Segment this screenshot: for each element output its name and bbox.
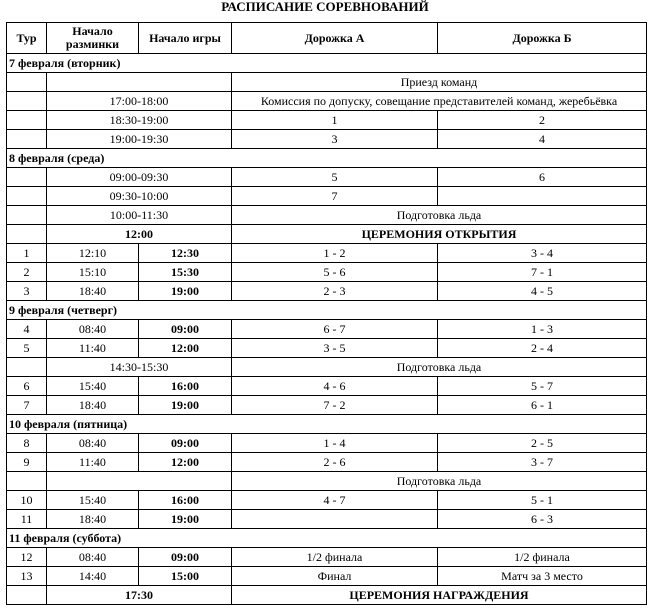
game-row bbox=[7, 244, 647, 263]
warmup-time: 15:10 bbox=[47, 263, 139, 282]
game-start-time: 15:00 bbox=[139, 567, 232, 586]
tour-cell bbox=[7, 187, 47, 206]
lane-b-cell: 6 - 3 bbox=[438, 510, 647, 529]
tour-cell bbox=[7, 206, 47, 225]
time-cell bbox=[47, 472, 232, 491]
time-cell: 09:30-10:00 bbox=[47, 187, 232, 206]
game-start-time: 16:00 bbox=[139, 377, 232, 396]
event-row bbox=[7, 358, 647, 377]
tour-number: 13 bbox=[7, 567, 47, 586]
tour-cell bbox=[7, 92, 47, 111]
game-start-time: 09:00 bbox=[139, 434, 232, 453]
ceremony-time: 17:30 bbox=[47, 586, 232, 605]
header-lane-a: Дорожка А bbox=[232, 23, 438, 54]
event-text: Комиссия по допуску, совещание представителей команд, жеребьёвка bbox=[232, 92, 647, 111]
date-label: 11 февраля (суббота) bbox=[7, 529, 647, 548]
game-start-time: 12:00 bbox=[139, 339, 232, 358]
tour-number: 12 bbox=[7, 548, 47, 567]
date-row bbox=[7, 415, 647, 434]
time-cell: 17:00-18:00 bbox=[47, 92, 232, 111]
lane-b-cell: 5 - 1 bbox=[438, 491, 647, 510]
date-label: 9 февраля (четверг) bbox=[7, 301, 647, 320]
lane-a-cell: 3 - 5 bbox=[232, 339, 438, 358]
lane-b-cell: 1/2 финала bbox=[438, 548, 647, 567]
header-start: Начало игры bbox=[139, 23, 232, 54]
game-row bbox=[7, 339, 647, 358]
event-text: Подготовка льда bbox=[232, 206, 647, 225]
header-warmup: Начало разминки bbox=[47, 23, 139, 54]
page-title: РАСПИСАНИЕ СОРЕВНОВАНИЙ bbox=[221, 0, 429, 14]
schedule-body bbox=[7, 54, 647, 605]
lane-a-cell: 7 bbox=[232, 187, 438, 206]
lane-a-cell: 6 - 7 bbox=[232, 320, 438, 339]
time-cell bbox=[47, 73, 232, 92]
game-start-time: 16:00 bbox=[139, 491, 232, 510]
tour-number: 10 bbox=[7, 491, 47, 510]
warmup-time: 08:40 bbox=[47, 434, 139, 453]
tour-cell bbox=[7, 225, 47, 244]
lane-b-cell: 1 - 3 bbox=[438, 320, 647, 339]
warmup-time: 11:40 bbox=[47, 453, 139, 472]
date-label: 7 февраля (вторник) bbox=[7, 54, 647, 73]
ceremony-row bbox=[7, 225, 647, 244]
tour-cell bbox=[7, 472, 47, 491]
tour-cell bbox=[7, 111, 47, 130]
header-tour: Тур bbox=[7, 23, 47, 54]
tour-number: 9 bbox=[7, 453, 47, 472]
game-row bbox=[7, 320, 647, 339]
lane-b-cell bbox=[438, 187, 647, 206]
lane-a-cell: 1 - 2 bbox=[232, 244, 438, 263]
tour-number: 7 bbox=[7, 396, 47, 415]
tour-number: 5 bbox=[7, 339, 47, 358]
game-row bbox=[7, 453, 647, 472]
event-text: Приезд команд bbox=[232, 73, 647, 92]
game-start-time: 12:00 bbox=[139, 453, 232, 472]
ceremony-text: ЦЕРЕМОНИЯ НАГРАЖДЕНИЯ bbox=[232, 586, 647, 605]
ceremony-text: ЦЕРЕМОНИЯ ОТКРЫТИЯ bbox=[232, 225, 647, 244]
lane-b-cell: 3 - 4 bbox=[438, 244, 647, 263]
lane-a-cell: 1/2 финала bbox=[232, 548, 438, 567]
tour-number: 2 bbox=[7, 263, 47, 282]
date-row bbox=[7, 54, 647, 73]
date-row bbox=[7, 529, 647, 548]
schedule-table bbox=[6, 22, 647, 605]
lane-b-cell: 4 bbox=[438, 130, 647, 149]
time-cell: 14:30-15:30 bbox=[47, 358, 232, 377]
tour-number: 3 bbox=[7, 282, 47, 301]
game-row bbox=[7, 396, 647, 415]
lane-b-cell: 5 - 7 bbox=[438, 377, 647, 396]
game-start-time: 15:30 bbox=[139, 263, 232, 282]
warmup-time: 14:40 bbox=[47, 567, 139, 586]
header-row bbox=[7, 23, 647, 54]
game-row bbox=[7, 510, 647, 529]
lane-a-cell: Финал bbox=[232, 567, 438, 586]
header-lane-b: Дорожка Б bbox=[438, 23, 647, 54]
warmup-time: 18:40 bbox=[47, 510, 139, 529]
tour-number: 6 bbox=[7, 377, 47, 396]
lane-b-cell: 2 - 4 bbox=[438, 339, 647, 358]
lane-a-cell: 5 bbox=[232, 168, 438, 187]
lane-a-cell: 7 - 2 bbox=[232, 396, 438, 415]
warmup-time: 15:40 bbox=[47, 491, 139, 510]
game-row bbox=[7, 491, 647, 510]
tour-cell bbox=[7, 73, 47, 92]
lane-a-cell: 4 - 7 bbox=[232, 491, 438, 510]
practice-row bbox=[7, 187, 647, 206]
tour-number: 8 bbox=[7, 434, 47, 453]
warmup-time: 18:40 bbox=[47, 396, 139, 415]
date-row bbox=[7, 301, 647, 320]
lane-a-cell: 1 - 4 bbox=[232, 434, 438, 453]
game-start-time: 12:30 bbox=[139, 244, 232, 263]
tour-cell bbox=[7, 586, 47, 605]
game-row bbox=[7, 567, 647, 586]
game-start-time: 19:00 bbox=[139, 396, 232, 415]
warmup-time: 11:40 bbox=[47, 339, 139, 358]
game-row bbox=[7, 548, 647, 567]
game-row bbox=[7, 282, 647, 301]
lane-a-cell: 5 - 6 bbox=[232, 263, 438, 282]
warmup-time: 12:10 bbox=[47, 244, 139, 263]
game-start-time: 19:00 bbox=[139, 510, 232, 529]
game-start-time: 09:00 bbox=[139, 320, 232, 339]
lane-a-cell bbox=[232, 510, 438, 529]
warmup-time: 08:40 bbox=[47, 320, 139, 339]
event-row bbox=[7, 73, 647, 92]
lane-a-cell: 3 bbox=[232, 130, 438, 149]
lane-a-cell: 1 bbox=[232, 111, 438, 130]
tour-number: 11 bbox=[7, 510, 47, 529]
lane-b-cell: 6 bbox=[438, 168, 647, 187]
date-row bbox=[7, 149, 647, 168]
tour-number: 4 bbox=[7, 320, 47, 339]
game-start-time: 19:00 bbox=[139, 282, 232, 301]
tour-cell bbox=[7, 130, 47, 149]
time-cell: 18:30-19:00 bbox=[47, 111, 232, 130]
warmup-time: 18:40 bbox=[47, 282, 139, 301]
tour-number: 1 bbox=[7, 244, 47, 263]
practice-row bbox=[7, 111, 647, 130]
tour-cell bbox=[7, 168, 47, 187]
lane-b-cell: 2 bbox=[438, 111, 647, 130]
lane-b-cell: 4 - 5 bbox=[438, 282, 647, 301]
lane-b-cell: 2 - 5 bbox=[438, 434, 647, 453]
date-label: 8 февраля (среда) bbox=[7, 149, 647, 168]
event-text: Подготовка льда bbox=[232, 358, 647, 377]
date-label: 10 февраля (пятница) bbox=[7, 415, 647, 434]
tour-cell bbox=[7, 358, 47, 377]
game-row bbox=[7, 434, 647, 453]
lane-b-cell: Матч за 3 место bbox=[438, 567, 647, 586]
event-row bbox=[7, 206, 647, 225]
event-row bbox=[7, 92, 647, 111]
practice-row bbox=[7, 168, 647, 187]
ceremony-row bbox=[7, 586, 647, 605]
lane-a-cell: 2 - 6 bbox=[232, 453, 438, 472]
ceremony-time: 12:00 bbox=[47, 225, 232, 244]
practice-row bbox=[7, 130, 647, 149]
event-text: Подготовка льда bbox=[232, 472, 647, 491]
time-cell: 09:00-09:30 bbox=[47, 168, 232, 187]
time-cell: 19:00-19:30 bbox=[47, 130, 232, 149]
lane-a-cell: 4 - 6 bbox=[232, 377, 438, 396]
event-row bbox=[7, 472, 647, 491]
game-row bbox=[7, 377, 647, 396]
time-cell: 10:00-11:30 bbox=[47, 206, 232, 225]
lane-b-cell: 3 - 7 bbox=[438, 453, 647, 472]
warmup-time: 15:40 bbox=[47, 377, 139, 396]
lane-b-cell: 7 - 1 bbox=[438, 263, 647, 282]
lane-b-cell: 6 - 1 bbox=[438, 396, 647, 415]
lane-a-cell: 2 - 3 bbox=[232, 282, 438, 301]
game-row bbox=[7, 263, 647, 282]
game-start-time: 09:00 bbox=[139, 548, 232, 567]
warmup-time: 08:40 bbox=[47, 548, 139, 567]
